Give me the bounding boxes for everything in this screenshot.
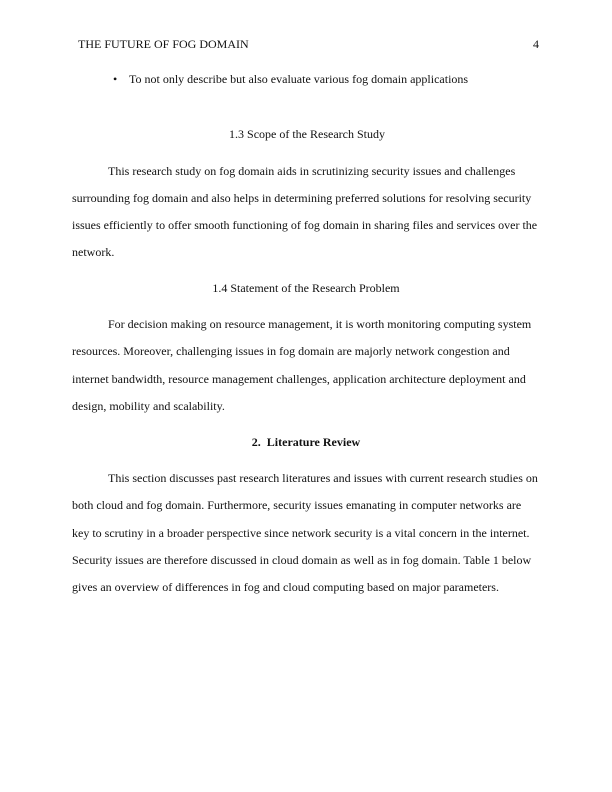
paragraph-line: For decision making on resource management, it is worth monitoring computing system [108, 317, 532, 331]
section-heading-literature-review: 2. Literature Review [251, 435, 361, 449]
paragraph-line: key to scrutiny in a broader perspective since network security is a vital concern in the internet. [72, 526, 530, 540]
running-head: THE FUTURE OF FOG DOMAIN [78, 37, 249, 51]
paragraph-line: surrounding fog domain and also helps in determining preferred solutions for resolving security [72, 191, 532, 205]
page-number: 4 [533, 37, 539, 51]
bullet-item: To not only describe but also evaluate various fog domain applications [129, 72, 469, 86]
paragraph-line: This research study on fog domain aids in scrutinizing security issues and challenges [108, 164, 516, 178]
paragraph-line: This section discusses past research literatures and issues with current research studies on [108, 471, 538, 485]
paragraph-line: resources. Moreover, challenging issues in fog domain are majorly network congestion and [72, 344, 510, 358]
paragraph-line: internet bandwidth, resource management challenges, application architecture deployment and [72, 372, 526, 386]
section-heading-problem: 1.4 Statement of the Research Problem [212, 281, 400, 295]
paragraph-line: both cloud and fog domain. Furthermore, security issues emanating in computer networks are [72, 498, 522, 512]
section-heading-scope: 1.3 Scope of the Research Study [229, 127, 385, 141]
paragraph-line: network. [72, 245, 115, 259]
paragraph-line: issues efficiently to offer smooth functioning of fog domain in sharing files and services over the [72, 218, 538, 232]
paragraph-line: gives an overview of differences in fog and cloud computing based on major parameters. [72, 580, 499, 594]
bullet-icon: • [113, 72, 118, 86]
paragraph-line: Security issues are therefore discussed in cloud domain as well as in fog domain. Table 1 below [72, 553, 532, 567]
paragraph-line: design, mobility and scalability. [72, 399, 225, 413]
